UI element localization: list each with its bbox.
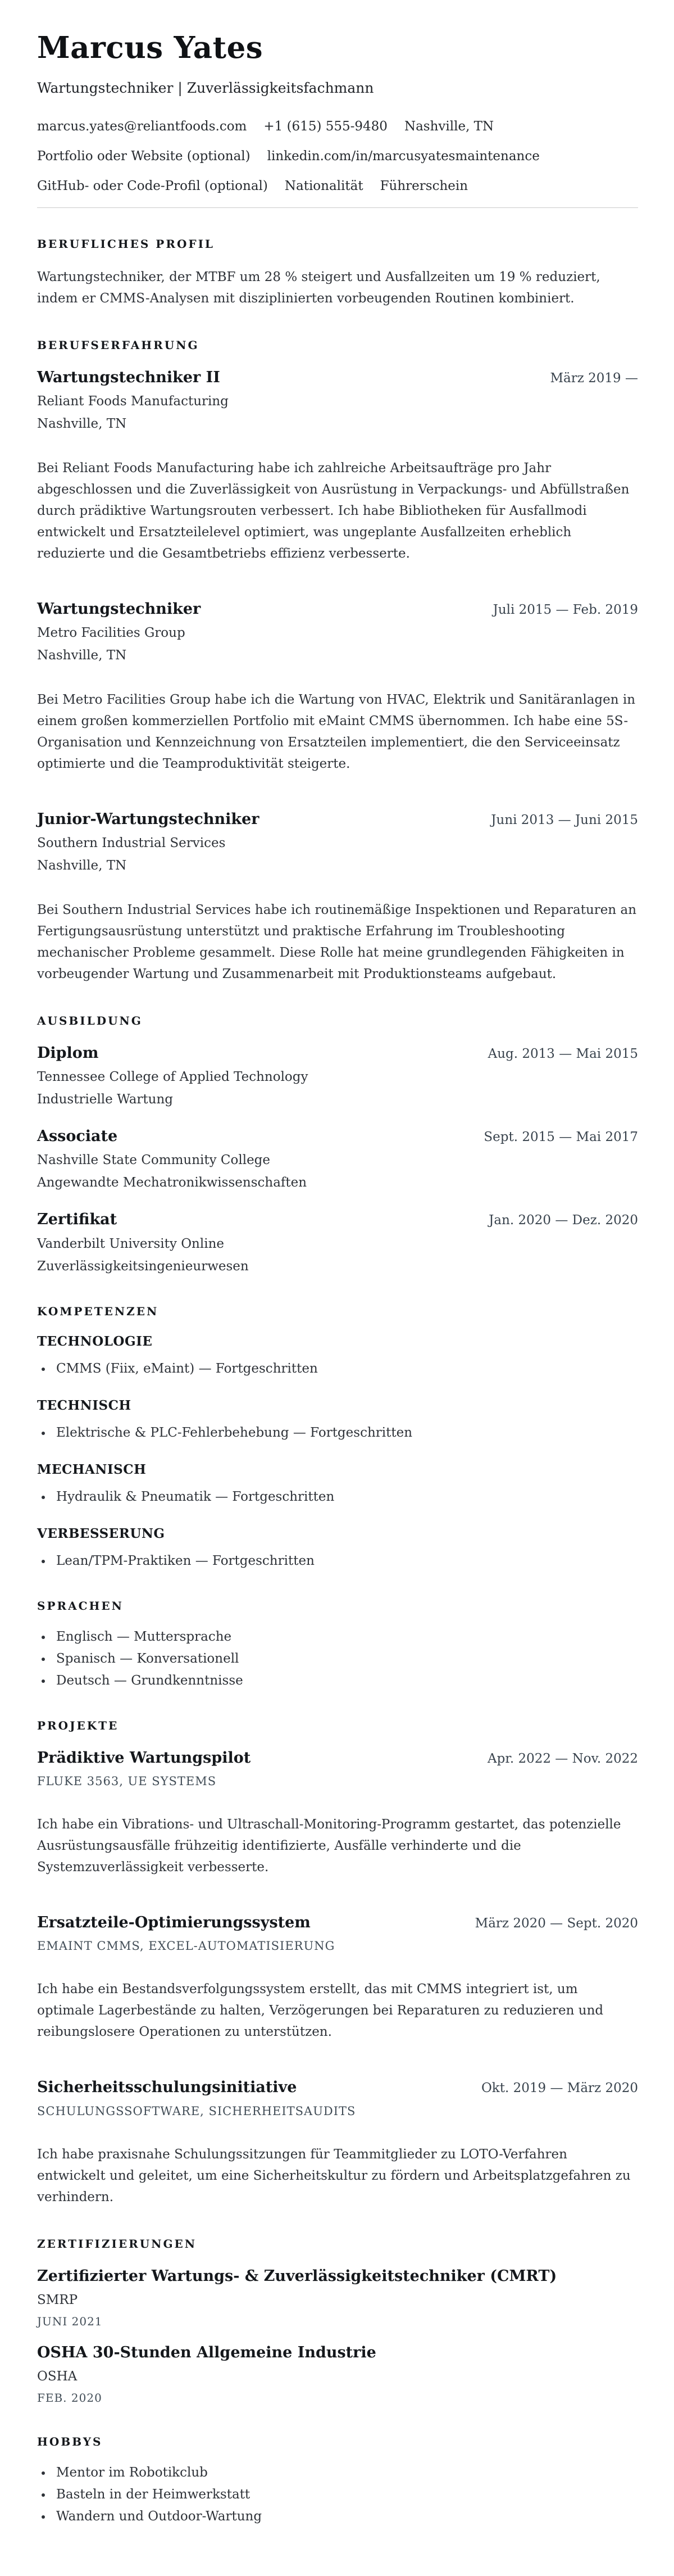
skill-list [37, 1488, 638, 1506]
section-experience [37, 338, 638, 985]
section-certifications [37, 2237, 638, 2406]
project-title: Ersatzteile-Optimierungssystem [37, 1914, 311, 1931]
language-item-label: Spanisch — Konversationell [56, 1651, 239, 1666]
job-company: Metro Facilities Group [37, 626, 185, 641]
language-item-label: Deutsch — Grundkenntnisse [56, 1673, 243, 1688]
job-company: Reliant Foods Manufacturing [37, 394, 229, 409]
skill-list [37, 1424, 638, 1442]
bullet-dot-icon [42, 2471, 45, 2475]
job-company: Southern Industrial Services [37, 836, 226, 851]
job-title: Wartungstechniker [37, 600, 201, 618]
education-degree: Zertifikat [37, 1211, 117, 1229]
language-item [37, 1650, 638, 1668]
bullet-dot-icon [42, 1432, 45, 1435]
project-entry [37, 1748, 638, 1878]
education-degree: Diplom [37, 1044, 99, 1062]
job-description: Bei Metro Facilities Group habe ich die Wartung von HVAC, Elektrik und Sanitäranlagen in einem großen kommerziellen Portfolio mit eMaint CMMS übernommen. Ich habe eine 5S-Organisation und Kennzeichnung von Ersatzteilen implementiert, die den Serviceeinsatz optimierte und die Teamproduktivität steigerte. [37, 692, 636, 772]
certification-entry-head [37, 2266, 638, 2286]
hobby-item [37, 2508, 638, 2525]
skill-list [37, 1552, 638, 1570]
contact-row-2 [37, 148, 638, 165]
skill-item-label: Elektrische & PLC-Fehlerbehebung — Fortgeschritten [56, 1425, 413, 1440]
section-heading-projects: PROJEKTE [37, 1718, 119, 1732]
language-item [37, 1628, 638, 1646]
header-divider [37, 207, 638, 208]
bullet-dot-icon [42, 1658, 45, 1661]
skill-item-label: Lean/TPM-Praktiken — Fortgeschritten [56, 1553, 315, 1568]
contact-row-1 [37, 118, 638, 135]
skill-group [37, 1526, 638, 1570]
job-date-range: Juli 2015 — Feb. 2019 [493, 603, 638, 618]
skill-category: MECHANISCH [37, 1461, 147, 1477]
job-title: Wartungstechniker II [37, 369, 220, 386]
job-entry [37, 809, 638, 985]
hobby-item-label: Wandern und Outdoor-Wartung [56, 2509, 262, 2524]
education-entry-head [37, 1210, 638, 1229]
hobby-item-label: Basteln in der Heimwerkstatt [56, 2487, 251, 2502]
section-heading-experience: BERUFSERFAHRUNG [37, 338, 199, 352]
project-title: Sicherheitsschulungsinitiative [37, 2079, 297, 2097]
hobby-list [37, 2464, 638, 2525]
bullet-dot-icon [42, 2493, 45, 2497]
bullet-dot-icon [42, 1496, 45, 1499]
skill-category: TECHNISCH [37, 1397, 131, 1413]
skill-group [37, 1334, 638, 1378]
project-tools: FLUKE 3563, UE SYSTEMS [37, 1774, 217, 1788]
project-entry [37, 1913, 638, 2043]
project-title: Prädiktive Wartungspilot [37, 1749, 251, 1767]
project-date-range: Okt. 2019 — März 2020 [481, 2081, 638, 2096]
language-list [37, 1628, 638, 1690]
contact-drivers-license-label: Führerschein [380, 178, 468, 193]
skill-item [37, 1360, 638, 1378]
job-date-range: März 2019 — [550, 371, 638, 386]
education-entry-head [37, 1043, 638, 1063]
project-date-range: März 2020 — Sept. 2020 [475, 1916, 638, 1931]
skill-item-label: CMMS (Fiix, eMaint) — Fortgeschritten [56, 1361, 318, 1376]
project-entry-head [37, 2077, 638, 2097]
section-heading-languages: SPRACHEN [37, 1599, 124, 1613]
section-heading-skills: KOMPETENZEN [37, 1304, 159, 1318]
section-education [37, 1014, 638, 1275]
bullet-dot-icon [42, 1560, 45, 1563]
job-location: Nashville, TN [37, 416, 127, 432]
language-item [37, 1672, 638, 1690]
contact-github-placeholder: GitHub- oder Code-Profil (optional) [37, 178, 268, 193]
candidate-headline: Wartungstechniker | Zuverlässigkeitsfachmann [37, 80, 374, 97]
certification-issuer: OSHA [37, 2369, 78, 2384]
contact-linkedin: linkedin.com/in/marcusyatesmaintenance [267, 148, 540, 164]
job-entry-head [37, 599, 638, 619]
profile-text: Wartungstechniker, der MTBF um 28 % steigert und Ausfallzeiten um 19 % reduziert, indem er CMMS-Analysen mit disziplinierten vorbeugenden Routinen kombiniert. [37, 270, 600, 306]
education-field: Angewandte Mechatronikwissenschaften [37, 1175, 307, 1190]
job-title: Junior-Wartungstechniker [37, 811, 259, 829]
project-description: Ich habe praxisnahe Schulungssitzungen für Teammitglieder zu LOTO-Verfahren entwickelt und geleitet, um eine Sicherheitskultur zu fördern und Arbeitsplatzgefahren zu verhindern. [37, 2147, 631, 2204]
bullet-dot-icon [42, 1636, 45, 1639]
skill-item [37, 1424, 638, 1442]
project-description: Ich habe ein Bestandsverfolgungssystem erstellt, das mit CMMS integriert ist, um optimale Lagerbestände zu halten, Verzögerungen bei Reparaturen zu reduzieren und reibungslosere Operationen zu unterstützen. [37, 1982, 604, 2040]
education-school: Nashville State Community College [37, 1153, 271, 1168]
certification-date: JUNI 2021 [37, 2314, 103, 2328]
skill-group [37, 1462, 638, 1506]
project-entry [37, 2077, 638, 2207]
education-entry [37, 1210, 638, 1275]
skill-item [37, 1552, 638, 1570]
certification-issuer: SMRP [37, 2292, 78, 2307]
section-skills [37, 1305, 638, 1570]
hobby-item-label: Mentor im Robotikclub [56, 2465, 208, 2480]
project-tools: SCHULUNGSSOFTWARE, SICHERHEITSAUDITS [37, 2104, 356, 2118]
certification-date: FEB. 2020 [37, 2391, 102, 2405]
skill-item-label: Hydraulik & Pneumatik — Fortgeschritten [56, 1489, 335, 1504]
job-location: Nashville, TN [37, 858, 127, 873]
project-entry-head [37, 1748, 638, 1768]
section-heading-profile: BERUFLICHES PROFIL [37, 237, 215, 251]
skill-category: TECHNOLOGIE [37, 1333, 153, 1349]
education-school: Vanderbilt University Online [37, 1236, 225, 1251]
certification-title: Zertifizierter Wartungs- & Zuverlässigkeitstechniker (CMRT) [37, 2267, 557, 2285]
skill-list [37, 1360, 638, 1378]
certification-entry-head [37, 2343, 638, 2362]
project-entry-head [37, 1913, 638, 1932]
project-description: Ich habe ein Vibrations- und Ultraschall-Monitoring-Programm gestartet, das potenzielle Ausrüstungsausfälle frühzeitig identifizierte, Ausfälle verhinderte und die Systemzuverlässigkeit verbesserte. [37, 1817, 621, 1875]
bullet-dot-icon [42, 2515, 45, 2519]
hobby-item [37, 2464, 638, 2482]
hobby-item [37, 2486, 638, 2503]
section-heading-education: AUSBILDUNG [37, 1014, 143, 1028]
job-entry [37, 368, 638, 564]
bullet-dot-icon [42, 1368, 45, 1371]
education-entry [37, 1043, 638, 1108]
section-profile [37, 237, 638, 309]
job-description: Bei Southern Industrial Services habe ich routinemäßige Inspektionen und Reparaturen an Fertigungsausrüstung unterstützt und praktische Erfahrung im Troubleshooting mechanischer Probleme gesammelt. Diese Rolle hat meine grundlegenden Fähigkeiten in vorbeugender Wartung und Zusammenarbeit mit Produktionsteams aufgebaut. [37, 903, 637, 982]
section-languages [37, 1599, 638, 1690]
certification-entry [37, 2266, 638, 2329]
education-field: Zuverlässigkeitsingenieurwesen [37, 1258, 249, 1274]
section-projects [37, 1719, 638, 2208]
education-field: Industrielle Wartung [37, 1092, 174, 1107]
education-school: Tennessee College of Applied Technology [37, 1070, 308, 1085]
candidate-name: Marcus Yates [37, 30, 263, 65]
certification-title: OSHA 30-Stunden Allgemeine Industrie [37, 2343, 376, 2361]
job-entry-head [37, 809, 638, 829]
project-tools: EMAINT CMMS, EXCEL-AUTOMATISIERUNG [37, 1939, 335, 1953]
job-entry [37, 599, 638, 775]
job-location: Nashville, TN [37, 648, 127, 663]
skill-group [37, 1398, 638, 1442]
language-item-label: Englisch — Muttersprache [56, 1629, 232, 1644]
skill-category: VERBESSERUNG [37, 1525, 165, 1541]
job-date-range: Juni 2013 — Juni 2015 [491, 813, 638, 828]
job-entry-head [37, 368, 638, 387]
section-heading-hobbies: HOBBYS [37, 2435, 103, 2449]
section-hobbies [37, 2435, 638, 2525]
job-description: Bei Reliant Foods Manufacturing habe ich zahlreiche Arbeitsaufträge pro Jahr abgeschlossen und die Zuverlässigkeit von Ausrüstung in Verpackungs- und Abfüllstraßen durch prädiktive Wartungsrouten verbessert. Ich habe Bibliotheken für Ausfallmodi entwickelt und Ersatzteilelevel optimiert, was ungeplante Ausfallzeiten erheblich reduzierte und die Gesamtbetriebs effizienz verbesserte. [37, 461, 630, 562]
project-date-range: Apr. 2022 — Nov. 2022 [488, 1751, 638, 1766]
education-entry [37, 1126, 638, 1192]
education-degree: Associate [37, 1128, 118, 1146]
contact-location: Nashville, TN [404, 119, 494, 134]
contact-phone: +1 (615) 555-9480 [263, 119, 388, 134]
contact-nationality-label: Nationalität [284, 178, 363, 193]
resume-header [37, 31, 638, 208]
contact-row-3 [37, 178, 638, 195]
education-date-range: Sept. 2015 — Mai 2017 [484, 1130, 638, 1145]
section-heading-certifications: ZERTIFIZIERUNGEN [37, 2237, 197, 2251]
contact-email: marcus.yates@reliantfoods.com [37, 119, 247, 134]
education-date-range: Aug. 2013 — Mai 2015 [488, 1047, 638, 1062]
contact-portfolio-placeholder: Portfolio oder Website (optional) [37, 148, 251, 164]
bullet-dot-icon [42, 1679, 45, 1683]
skill-item [37, 1488, 638, 1506]
education-date-range: Jan. 2020 — Dez. 2020 [489, 1213, 638, 1228]
certification-entry [37, 2343, 638, 2406]
education-entry-head [37, 1126, 638, 1146]
